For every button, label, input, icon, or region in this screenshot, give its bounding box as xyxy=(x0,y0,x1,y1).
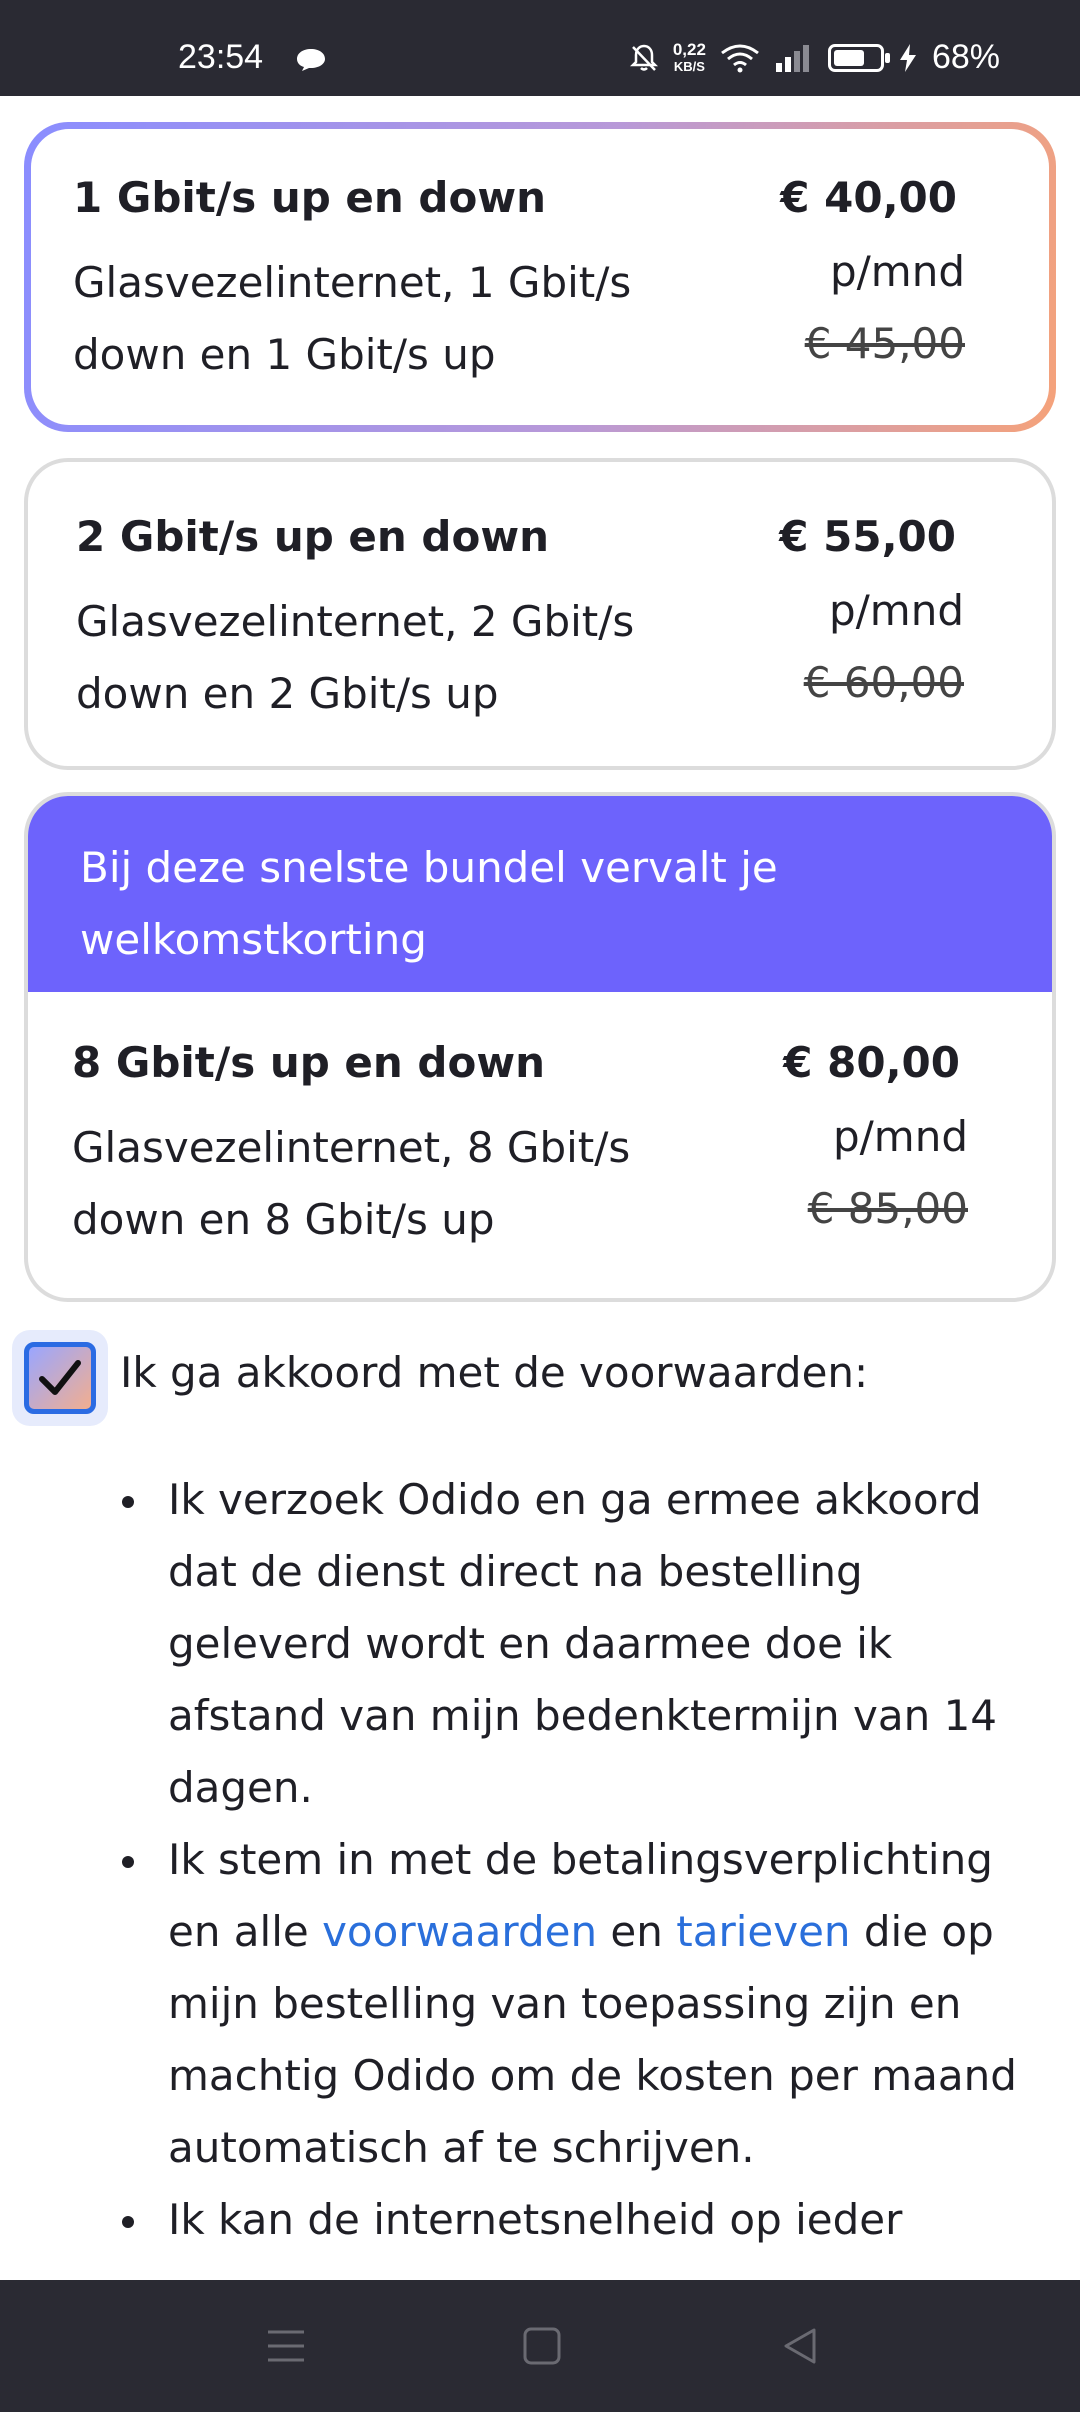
plan-old-price: € 85,00 xyxy=(807,1184,968,1233)
plan-price: € 80,00 xyxy=(783,1038,960,1087)
terms-label: Ik ga akkoord met de voorwaarden: xyxy=(120,1348,869,1397)
back-triangle-icon[interactable] xyxy=(780,2326,820,2366)
mute-icon xyxy=(629,43,659,73)
home-square-icon[interactable] xyxy=(522,2326,562,2366)
plan-card-inner xyxy=(31,129,1049,425)
status-bar xyxy=(0,0,1080,96)
tarieven-link[interactable]: tarieven xyxy=(676,1907,851,1956)
content-scroll-area[interactable] xyxy=(0,96,1080,2280)
discount-banner xyxy=(28,796,1052,992)
checkmark-icon xyxy=(37,1355,83,1401)
plan-card-1gbit[interactable] xyxy=(24,122,1056,432)
terms-bullet-1: Ik verzoek Odido en ga ermee akkoord dat de dienst direct na bestelling geleverd wordt en daarmee doe ik afstand van mijn bedenktermijn van 14 dagen. xyxy=(0,1464,1080,1824)
terms-checkbox-focus[interactable] xyxy=(12,1330,108,1426)
signal-icon xyxy=(774,43,814,73)
plan-period: p/mnd xyxy=(828,586,964,635)
network-speed: 0,22 KB/S xyxy=(672,39,706,74)
plan-card-2gbit[interactable] xyxy=(24,458,1056,770)
wifi-icon xyxy=(720,43,760,73)
plan-old-price: € 60,00 xyxy=(803,658,964,707)
plan-period: p/mnd xyxy=(829,247,965,296)
terms-checkbox[interactable] xyxy=(24,1342,96,1414)
plan-description: Glasvezelinternet, 2 Gbit/s down en 2 Gbit/s up xyxy=(76,597,635,718)
status-time: 23:54 xyxy=(178,38,264,76)
terms-agreement xyxy=(12,1318,1062,1418)
plan-period: p/mnd xyxy=(832,1112,968,1161)
plan-description: Glasvezelinternet, 8 Gbit/s down en 8 Gbit/s up xyxy=(72,1123,631,1244)
battery-icon xyxy=(828,44,884,72)
plan-title: 8 Gbit/s up en down xyxy=(72,1038,546,1087)
terms-list xyxy=(0,1464,1080,2256)
plan-old-price: € 45,00 xyxy=(804,319,965,368)
plan-title: 1 Gbit/s up en down xyxy=(73,173,547,222)
plan-title: 2 Gbit/s up en down xyxy=(76,512,550,561)
terms-bullet-3: Ik kan de internetsnelheid op ieder xyxy=(0,2184,1080,2256)
charging-icon xyxy=(898,43,918,73)
discount-banner-text: Bij deze snelste bundel vervalt je welkomstkorting xyxy=(80,843,778,964)
battery-percent: 68% xyxy=(931,38,1000,76)
plan-price: € 40,00 xyxy=(780,173,957,222)
plan-row xyxy=(31,129,1049,441)
menu-icon[interactable] xyxy=(266,2326,306,2366)
plan-description: Glasvezelinternet, 1 Gbit/s down en 1 Gbit/s up xyxy=(73,258,632,379)
plan-row xyxy=(28,992,1052,1302)
plan-row xyxy=(28,462,1052,774)
navigation-bar xyxy=(0,2280,1080,2412)
plan-card-8gbit[interactable] xyxy=(24,792,1056,1302)
terms-bullet-2: Ik stem in met de betalingsverplichting en alle voorwaarden en tarieven die op mijn bestelling van toepassing zijn en machtig Odido om de kosten per maand automatisch af te schrijven. xyxy=(0,1824,1080,2184)
plan-price: € 55,00 xyxy=(779,512,956,561)
status-right-group xyxy=(629,38,1000,77)
chat-bubble-icon xyxy=(296,48,326,72)
voorwaarden-link[interactable]: voorwaarden xyxy=(322,1907,598,1956)
